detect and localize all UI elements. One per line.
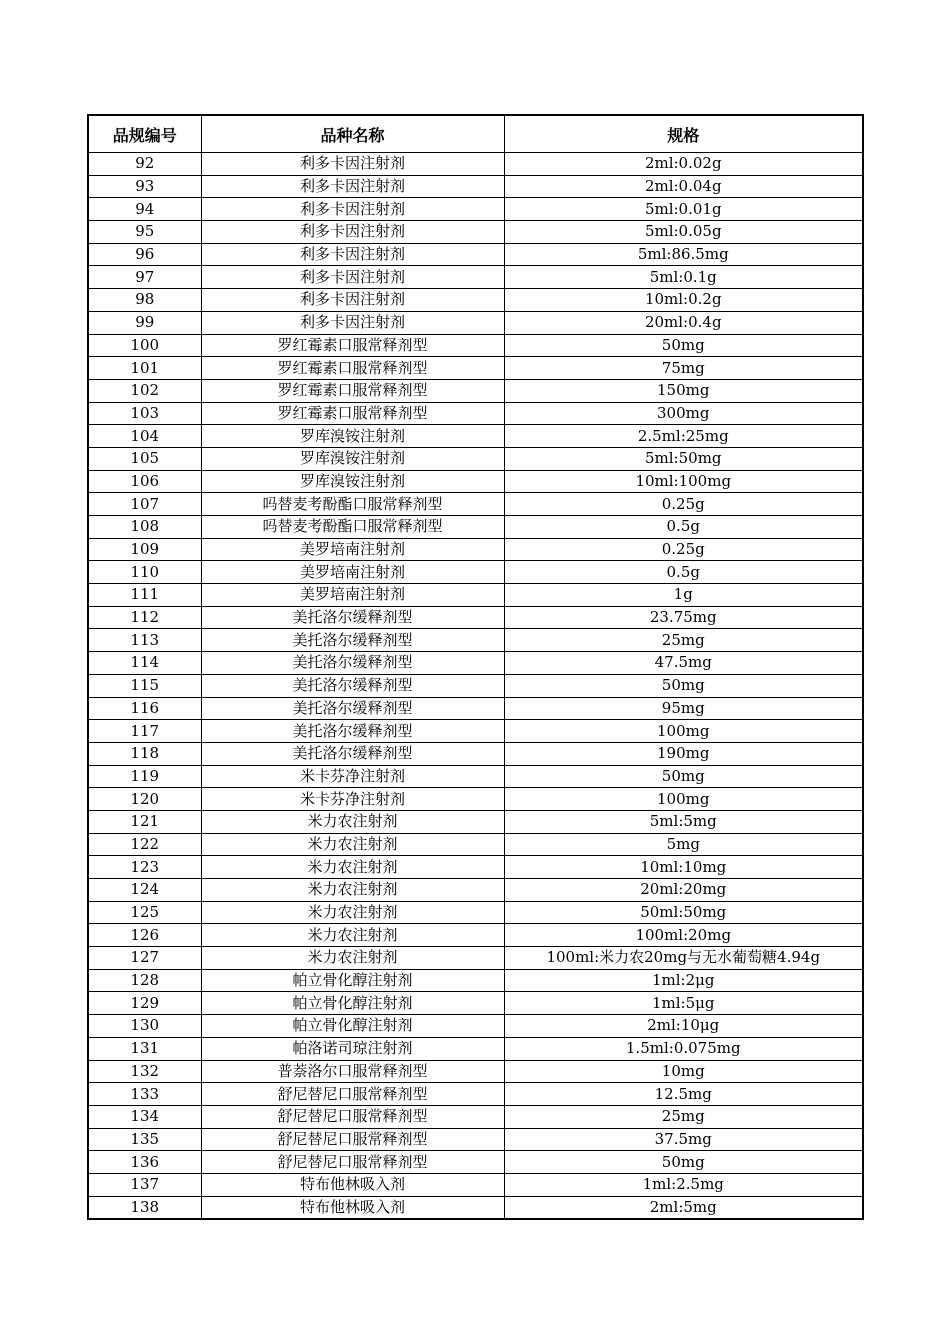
cell-name: 罗红霉素口服常释剂型 [201, 379, 504, 402]
cell-spec: 2ml:5mg [504, 1196, 863, 1219]
header-code: 品规编号 [88, 115, 201, 153]
table-row [88, 402, 863, 425]
cell-spec: 50mg [504, 334, 863, 357]
cell-code: 96 [88, 243, 201, 266]
table-row [88, 652, 863, 675]
cell-code: 108 [88, 516, 201, 539]
cell-name: 美托洛尔缓释剂型 [201, 742, 504, 765]
cell-code: 138 [88, 1196, 201, 1219]
cell-name: 特布他林吸入剂 [201, 1173, 504, 1196]
table-row [88, 1037, 863, 1060]
cell-code: 123 [88, 856, 201, 879]
cell-spec: 20ml:20mg [504, 879, 863, 902]
cell-spec: 50ml:50mg [504, 901, 863, 924]
cell-spec: 1ml:5μg [504, 992, 863, 1015]
cell-spec: 2ml:0.04g [504, 175, 863, 198]
table-body [88, 153, 863, 1220]
cell-spec: 2ml:10μg [504, 1015, 863, 1038]
table-row [88, 992, 863, 1015]
cell-spec: 1ml:2μg [504, 969, 863, 992]
cell-code: 93 [88, 175, 201, 198]
cell-code: 98 [88, 289, 201, 312]
table-row [88, 153, 863, 176]
cell-name: 舒尼替尼口服常释剂型 [201, 1083, 504, 1106]
table-row [88, 788, 863, 811]
cell-code: 121 [88, 810, 201, 833]
cell-spec: 20ml:0.4g [504, 311, 863, 334]
table-row [88, 924, 863, 947]
table-row [88, 266, 863, 289]
table-row [88, 1060, 863, 1083]
cell-code: 133 [88, 1083, 201, 1106]
cell-spec: 10mg [504, 1060, 863, 1083]
cell-name: 帕立骨化醇注射剂 [201, 1015, 504, 1038]
table-row [88, 175, 863, 198]
cell-code: 92 [88, 153, 201, 176]
cell-spec: 1g [504, 584, 863, 607]
cell-code: 103 [88, 402, 201, 425]
cell-name: 利多卡因注射剂 [201, 153, 504, 176]
cell-name: 米卡芬净注射剂 [201, 765, 504, 788]
cell-code: 116 [88, 697, 201, 720]
cell-name: 美托洛尔缓释剂型 [201, 720, 504, 743]
cell-code: 100 [88, 334, 201, 357]
table-row [88, 1196, 863, 1219]
table-row [88, 198, 863, 221]
cell-spec: 50mg [504, 765, 863, 788]
table-row [88, 516, 863, 539]
table-row [88, 629, 863, 652]
cell-spec: 100ml:米力农20mg与无水葡萄糖4.94g [504, 947, 863, 970]
cell-spec: 12.5mg [504, 1083, 863, 1106]
table-row [88, 606, 863, 629]
table-row [88, 810, 863, 833]
cell-name: 罗库溴铵注射剂 [201, 447, 504, 470]
cell-name: 美托洛尔缓释剂型 [201, 606, 504, 629]
table-row [88, 334, 863, 357]
cell-name: 利多卡因注射剂 [201, 198, 504, 221]
cell-spec: 25mg [504, 1105, 863, 1128]
cell-spec: 5ml:0.01g [504, 198, 863, 221]
cell-name: 美罗培南注射剂 [201, 584, 504, 607]
table-row [88, 538, 863, 561]
table-row [88, 742, 863, 765]
cell-code: 126 [88, 924, 201, 947]
cell-code: 124 [88, 879, 201, 902]
cell-name: 米力农注射剂 [201, 810, 504, 833]
cell-spec: 75mg [504, 357, 863, 380]
table-row [88, 1105, 863, 1128]
cell-name: 米力农注射剂 [201, 901, 504, 924]
cell-code: 99 [88, 311, 201, 334]
cell-spec: 5ml:0.1g [504, 266, 863, 289]
cell-name: 吗替麦考酚酯口服常释剂型 [201, 493, 504, 516]
cell-name: 吗替麦考酚酯口服常释剂型 [201, 516, 504, 539]
cell-spec: 5ml:86.5mg [504, 243, 863, 266]
table-row [88, 1173, 863, 1196]
cell-spec: 50mg [504, 1151, 863, 1174]
cell-spec: 5ml:50mg [504, 447, 863, 470]
cell-spec: 37.5mg [504, 1128, 863, 1151]
cell-code: 114 [88, 652, 201, 675]
header-spec: 规格 [504, 115, 863, 153]
table-row [88, 311, 863, 334]
cell-name: 帕立骨化醇注射剂 [201, 992, 504, 1015]
cell-spec: 2ml:0.02g [504, 153, 863, 176]
cell-name: 米力农注射剂 [201, 879, 504, 902]
table-row [88, 1015, 863, 1038]
cell-name: 帕立骨化醇注射剂 [201, 969, 504, 992]
cell-spec: 100ml:20mg [504, 924, 863, 947]
table-row [88, 1083, 863, 1106]
table-row [88, 470, 863, 493]
table-row [88, 697, 863, 720]
table-row [88, 1151, 863, 1174]
cell-spec: 100mg [504, 788, 863, 811]
table-row [88, 289, 863, 312]
table-row [88, 425, 863, 448]
cell-name: 罗红霉素口服常释剂型 [201, 334, 504, 357]
header-row [88, 115, 863, 153]
cell-code: 127 [88, 947, 201, 970]
cell-spec: 0.25g [504, 493, 863, 516]
cell-spec: 0.25g [504, 538, 863, 561]
cell-spec: 25mg [504, 629, 863, 652]
table-row [88, 856, 863, 879]
cell-spec: 150mg [504, 379, 863, 402]
cell-spec: 5ml:0.05g [504, 221, 863, 244]
cell-code: 135 [88, 1128, 201, 1151]
cell-spec: 0.5g [504, 516, 863, 539]
cell-code: 120 [88, 788, 201, 811]
cell-code: 109 [88, 538, 201, 561]
cell-code: 119 [88, 765, 201, 788]
cell-spec: 2.5ml:25mg [504, 425, 863, 448]
table-row [88, 674, 863, 697]
table-row [88, 720, 863, 743]
cell-spec: 5ml:5mg [504, 810, 863, 833]
cell-code: 131 [88, 1037, 201, 1060]
cell-name: 美托洛尔缓释剂型 [201, 629, 504, 652]
cell-name: 舒尼替尼口服常释剂型 [201, 1128, 504, 1151]
table-row [88, 879, 863, 902]
cell-name: 罗红霉素口服常释剂型 [201, 402, 504, 425]
cell-name: 罗红霉素口服常释剂型 [201, 357, 504, 380]
cell-spec: 5mg [504, 833, 863, 856]
cell-spec: 190mg [504, 742, 863, 765]
cell-code: 118 [88, 742, 201, 765]
cell-code: 132 [88, 1060, 201, 1083]
cell-code: 107 [88, 493, 201, 516]
table-row [88, 765, 863, 788]
cell-code: 125 [88, 901, 201, 924]
cell-name: 罗库溴铵注射剂 [201, 425, 504, 448]
table-row [88, 447, 863, 470]
table-row [88, 947, 863, 970]
cell-name: 米力农注射剂 [201, 947, 504, 970]
drug-spec-table [87, 114, 864, 1220]
cell-spec: 10ml:0.2g [504, 289, 863, 312]
cell-code: 110 [88, 561, 201, 584]
cell-name: 利多卡因注射剂 [201, 311, 504, 334]
cell-name: 美罗培南注射剂 [201, 561, 504, 584]
cell-code: 112 [88, 606, 201, 629]
cell-name: 美托洛尔缓释剂型 [201, 697, 504, 720]
cell-spec: 1ml:2.5mg [504, 1173, 863, 1196]
table-row [88, 561, 863, 584]
cell-name: 舒尼替尼口服常释剂型 [201, 1105, 504, 1128]
cell-code: 94 [88, 198, 201, 221]
cell-spec: 0.5g [504, 561, 863, 584]
cell-code: 115 [88, 674, 201, 697]
cell-code: 95 [88, 221, 201, 244]
cell-code: 106 [88, 470, 201, 493]
cell-spec: 10ml:100mg [504, 470, 863, 493]
cell-name: 美罗培南注射剂 [201, 538, 504, 561]
cell-name: 美托洛尔缓释剂型 [201, 674, 504, 697]
cell-code: 128 [88, 969, 201, 992]
cell-code: 136 [88, 1151, 201, 1174]
cell-code: 134 [88, 1105, 201, 1128]
table-row [88, 969, 863, 992]
cell-spec: 300mg [504, 402, 863, 425]
table-row [88, 901, 863, 924]
cell-code: 117 [88, 720, 201, 743]
cell-name: 舒尼替尼口服常释剂型 [201, 1151, 504, 1174]
cell-code: 102 [88, 379, 201, 402]
table-row [88, 243, 863, 266]
table-row [88, 833, 863, 856]
table-row [88, 493, 863, 516]
cell-name: 帕洛诺司琼注射剂 [201, 1037, 504, 1060]
cell-name: 利多卡因注射剂 [201, 175, 504, 198]
cell-name: 米力农注射剂 [201, 856, 504, 879]
table-row [88, 1128, 863, 1151]
cell-code: 122 [88, 833, 201, 856]
cell-code: 104 [88, 425, 201, 448]
cell-name: 利多卡因注射剂 [201, 266, 504, 289]
cell-spec: 95mg [504, 697, 863, 720]
table-row [88, 221, 863, 244]
cell-code: 111 [88, 584, 201, 607]
cell-name: 利多卡因注射剂 [201, 243, 504, 266]
table-row [88, 584, 863, 607]
cell-name: 米力农注射剂 [201, 833, 504, 856]
cell-name: 利多卡因注射剂 [201, 221, 504, 244]
header-name: 品种名称 [201, 115, 504, 153]
table-row [88, 357, 863, 380]
cell-code: 105 [88, 447, 201, 470]
cell-spec: 23.75mg [504, 606, 863, 629]
cell-spec: 10ml:10mg [504, 856, 863, 879]
cell-name: 罗库溴铵注射剂 [201, 470, 504, 493]
cell-code: 130 [88, 1015, 201, 1038]
cell-code: 137 [88, 1173, 201, 1196]
cell-code: 129 [88, 992, 201, 1015]
cell-code: 113 [88, 629, 201, 652]
cell-name: 米力农注射剂 [201, 924, 504, 947]
cell-name: 美托洛尔缓释剂型 [201, 652, 504, 675]
table-row [88, 379, 863, 402]
cell-name: 特布他林吸入剂 [201, 1196, 504, 1219]
cell-spec: 50mg [504, 674, 863, 697]
cell-spec: 47.5mg [504, 652, 863, 675]
cell-code: 101 [88, 357, 201, 380]
cell-spec: 100mg [504, 720, 863, 743]
cell-name: 米卡芬净注射剂 [201, 788, 504, 811]
cell-name: 利多卡因注射剂 [201, 289, 504, 312]
cell-name: 普萘洛尔口服常释剂型 [201, 1060, 504, 1083]
cell-spec: 1.5ml:0.075mg [504, 1037, 863, 1060]
cell-code: 97 [88, 266, 201, 289]
